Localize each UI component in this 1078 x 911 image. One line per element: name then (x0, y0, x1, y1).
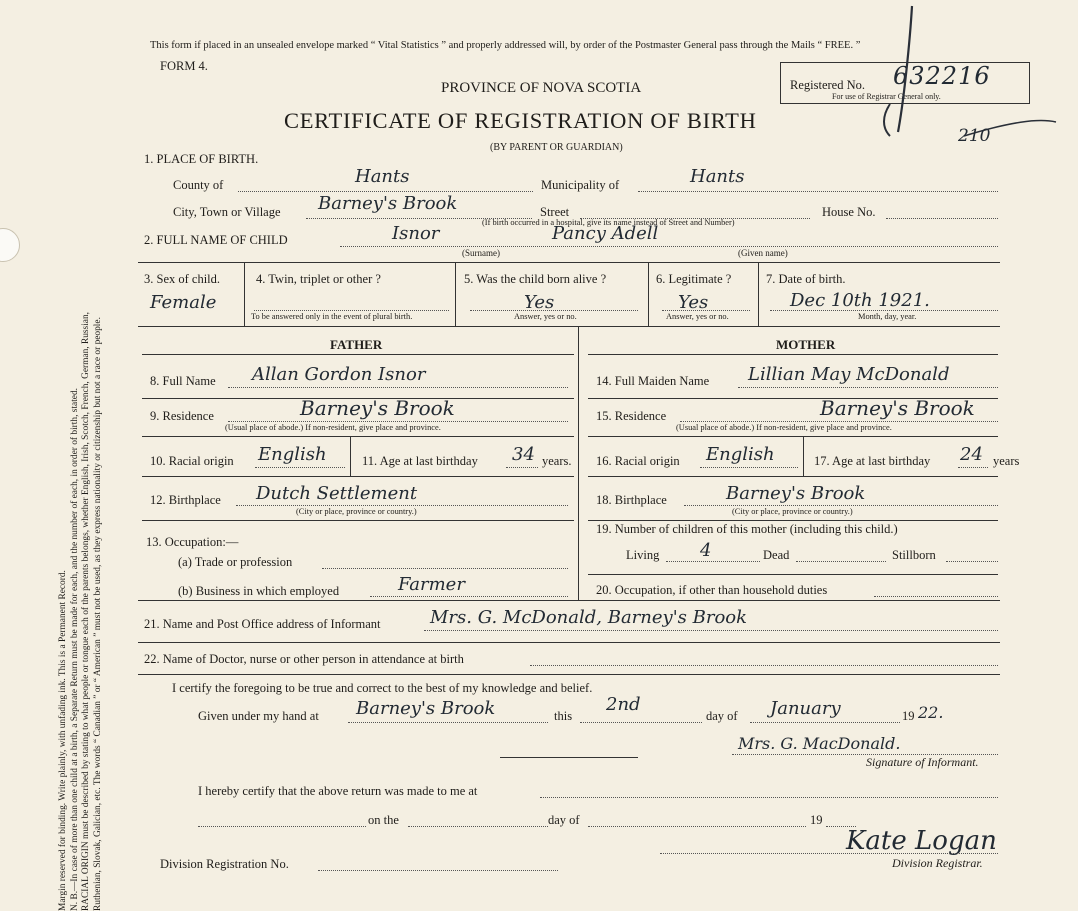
day-of-label: day of (706, 709, 738, 723)
father-years-label: years. (542, 454, 572, 468)
division-registration-label: Division Registration No. (160, 857, 289, 871)
father-age-value: 34 (512, 444, 535, 465)
living-label: Living (626, 548, 660, 562)
birth-date-note: Month, day, year. (858, 312, 917, 321)
children-count-label: 19. Number of children of this mother (including this child.) (596, 522, 898, 536)
municipality-value: Hants (690, 166, 745, 187)
street-note: (If birth occurred in a hospital, give its name instead of Street and Number) (482, 218, 735, 227)
sex-value: Female (150, 292, 217, 313)
mother-birthplace-value: Barney's Brook (726, 483, 866, 504)
municipality-label: Municipality of (541, 178, 620, 192)
father-name-value: Allan Gordon Isnor (252, 364, 426, 385)
father-racial-value: English (258, 444, 327, 465)
child-surname: Isnor (392, 223, 440, 244)
alive-label: 5. Was the child born alive ? (464, 272, 607, 286)
certify-day-value: 2nd (606, 694, 641, 715)
registered-label: Registered No. (790, 78, 865, 92)
this-label: this (554, 709, 573, 723)
county-label: County of (173, 178, 224, 192)
surname-label: (Surname) (462, 248, 500, 258)
business-label: (b) Business in which employed (178, 584, 340, 598)
informant-label: 21. Name and Post Office address of Informant (144, 617, 381, 631)
struck-number: 210 (958, 126, 991, 146)
occupation-label: 13. Occupation:— (146, 535, 239, 549)
margin-line-2: N. B.—In case of more than one child at a birth, a Separate Return must be made for each, and the number of each, in order of birth, stated. (69, 388, 80, 911)
mother-birthplace-label: 18. Birthplace (596, 493, 667, 507)
mother-name-label: 14. Full Maiden Name (596, 374, 710, 388)
certificate-title: CERTIFICATE OF REGISTRATION OF BIRTH (284, 108, 757, 133)
alive-note: Answer, yes or no. (514, 312, 577, 321)
child-name-heading: 2. FULL NAME OF CHILD (144, 233, 288, 247)
mother-heading: MOTHER (776, 337, 836, 352)
registrar-statement: I hereby certify that the above return was made to me at (198, 784, 478, 798)
trade-label: (a) Trade or profession (178, 555, 293, 569)
margin-instructions (58, 0, 128, 911)
mother-years-label: years (993, 454, 1020, 468)
city-label: City, Town or Village (173, 205, 281, 219)
mother-residence-note: (Usual place of abode.) If non-resident, give place and province. (676, 423, 892, 432)
father-age-label: 11. Age at last birthday (362, 454, 478, 468)
registered-note: For use of Registrar General only. (832, 92, 941, 101)
stillborn-label: Stillborn (892, 548, 936, 562)
legitimate-value: Yes (678, 292, 709, 313)
father-birthplace-label: 12. Birthplace (150, 493, 221, 507)
informant-signature: Mrs. G. MacDonald. (738, 734, 901, 753)
father-residence-value: Barney's Brook (300, 396, 455, 420)
living-value: 4 (700, 540, 712, 561)
mother-racial-label: 16. Racial origin (596, 454, 680, 468)
child-given-name: Pancy Adell (552, 223, 659, 244)
place-of-birth-heading: 1. PLACE OF BIRTH. (144, 152, 259, 166)
twin-label: 4. Twin, triplet or other ? (256, 272, 381, 286)
father-residence-label: 9. Residence (150, 409, 214, 423)
father-racial-label: 10. Racial origin (150, 454, 234, 468)
father-birthplace-value: Dutch Settlement (256, 483, 418, 504)
father-heading: FATHER (330, 337, 383, 352)
informant-signature-label: Signature of Informant. (866, 755, 979, 769)
legitimate-label: 6. Legitimate ? (656, 272, 732, 286)
form-number: FORM 4. (160, 59, 208, 73)
registrar-signature-label: Division Registrar. (892, 856, 983, 870)
doctor-label: 22. Name of Doctor, nurse or other person in attendance at birth (144, 652, 464, 666)
certify-year-value: 22. (918, 703, 944, 722)
certify-month-value: January (770, 698, 841, 719)
mother-name-value: Lillian May McDonald (748, 364, 950, 385)
registrar-signature: Kate Logan (846, 826, 997, 856)
mother-residence-value: Barney's Brook (820, 396, 975, 420)
punch-hole (0, 228, 20, 262)
mother-age-label: 17. Age at last birthday (814, 454, 931, 468)
father-birthplace-note: (City or place, province or country.) (296, 507, 417, 516)
registrar-day-of-label: day of (548, 813, 580, 827)
street-label: Street (540, 205, 570, 219)
city-value: Barney's Brook (318, 193, 458, 214)
given-under-label: Given under my hand at (198, 709, 319, 723)
mother-age-value: 24 (960, 444, 983, 465)
mother-birthplace-note: (City or place, province or country.) (732, 507, 853, 516)
on-the-label: on the (368, 813, 399, 827)
twin-note: To be answered only in the event of plural birth. (251, 312, 413, 321)
sex-label: 3. Sex of child. (144, 272, 221, 286)
mother-occupation-label: 20. Occupation, if other than household duties (596, 583, 828, 597)
certificate-subtitle: (BY PARENT OR GUARDIAN) (490, 142, 623, 153)
legitimate-note: Answer, yes or no. (666, 312, 729, 321)
dead-label: Dead (763, 548, 790, 562)
given-name-label: (Given name) (738, 248, 788, 258)
mother-racial-value: English (706, 444, 775, 465)
province-heading: PROVINCE OF NOVA SCOTIA (441, 80, 642, 96)
margin-line-3: RACIAL ORIGIN must be described by stating to what people or tongue each of the parents belongs, whether English, Irish, Scotch, French, German, Russian, (81, 311, 92, 911)
county-value: Hants (355, 166, 410, 187)
business-value: Farmer (398, 574, 465, 595)
alive-value: Yes (524, 292, 555, 313)
registered-number: 632216 (893, 62, 991, 90)
margin-line-4: Ruthenian, Slovak, Galician, etc. The words “ Canadian ” or “ American ” must not be used, as they express nationality or citizenship but not a race or people. (92, 317, 103, 911)
registrar-year-prefix: 19 (810, 813, 823, 827)
father-residence-note: (Usual place of abode.) If non-resident, give place and province. (225, 423, 441, 432)
postal-note: This form if placed in an unsealed envelope marked “ Vital Statistics ” and properly addressed will, by order of the Postmaster General pass through the Mails “ FREE. ” (150, 40, 861, 51)
house-label: House No. (822, 205, 876, 219)
birth-date-value: Dec 10th 1921. (790, 290, 930, 311)
informant-value: Mrs. G. McDonald, Barney's Brook (430, 607, 748, 628)
margin-line-1: Margin reserved for binding. Write plainly, with unfading ink. This is a Permanent Record. (58, 570, 68, 911)
father-name-label: 8. Full Name (150, 374, 216, 388)
certify-statement: I certify the foregoing to be true and correct to the best of my knowledge and belief. (172, 681, 593, 695)
certify-year-prefix: 19 (902, 709, 915, 723)
certify-place-value: Barney's Brook (356, 698, 496, 719)
mother-residence-label: 15. Residence (596, 409, 667, 423)
birth-date-label: 7. Date of birth. (766, 272, 846, 286)
